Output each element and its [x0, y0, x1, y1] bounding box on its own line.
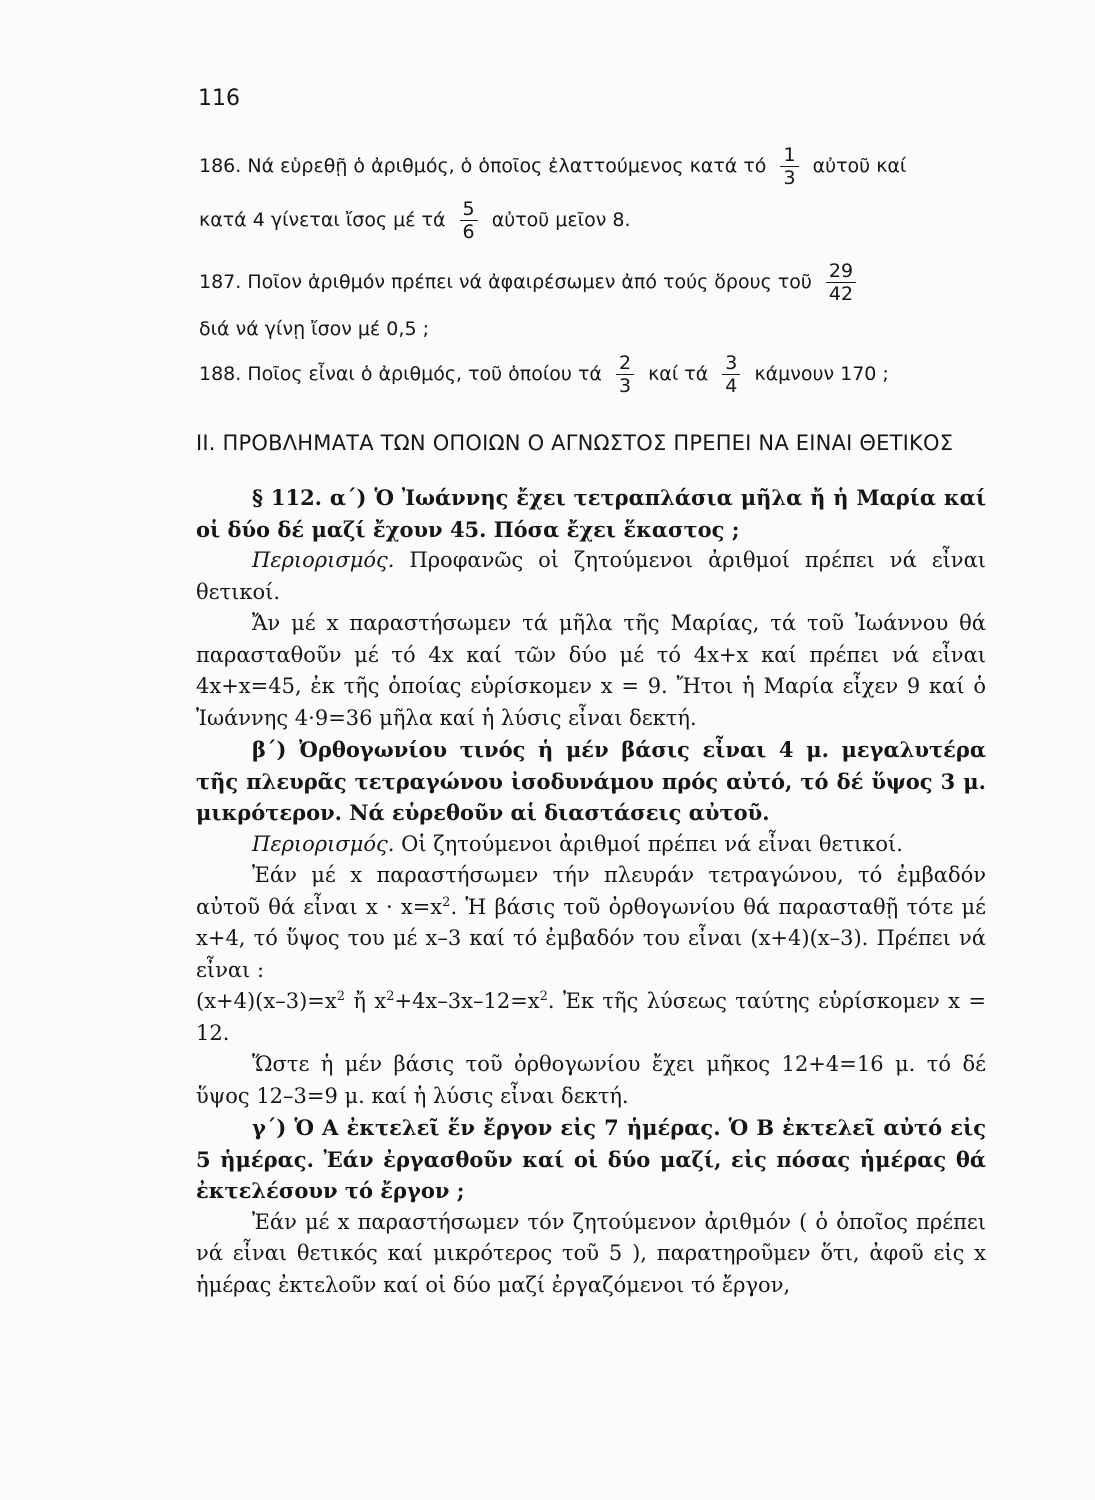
problem-b-solution — [196, 860, 986, 986]
exercise-186-line-1 — [199, 144, 906, 189]
restriction-label: Περιορισμός. — [252, 831, 395, 856]
fraction-denominator: 3 — [618, 375, 632, 397]
exponent: 2 — [442, 894, 451, 910]
problem-b-statement: β΄) Ὀρθογωνίου τινός ἡ μέν βάσις εἶναι 4 μ. μεγαλυτέρα τῆς πλευρᾶς τετραγώνου ἰσοδυνάμου πρός αὐτό, τό δέ ὕψος 3 μ. μικρότερον. Νά εὑρεθοῦν αἱ διαστάσεις αὐτοῦ. — [196, 737, 986, 825]
exercise-186-line-2 — [199, 198, 631, 243]
equation-text: +4x–3x–12=x — [394, 989, 540, 1013]
exercise-187-text-1: Ποῖον ἀριθμόν πρέπει νά ἀφαιρέσωμεν ἀπό τούς ὅρους τοῦ — [247, 271, 812, 293]
exercise-188-line — [199, 352, 889, 397]
problem-a-restriction — [196, 545, 986, 608]
solution-text: Ἐάν μέ x παραστήσωμεν τήν πλευράν τετραγώνου, τό ἐμβαδόν αὐτοῦ θά εἶναι x · x=x — [196, 863, 986, 919]
problem-b-equation — [196, 986, 986, 1049]
restriction-label: Περιορισμός. — [252, 548, 395, 572]
problem-c-statement: γ΄) Ὁ Α ἐκτελεῖ ἕν ἔργον εἰς 7 ἡμέρας. Ὁ Β ἐκτελεῖ αὐτό εἰς 5 ἡμέρας. Ἐάν ἐργασθοῦν καί οἱ δύο μαζί, εἰς πόσας ἡμέρας θά ἐκτελέσουν τό ἔργον ; — [196, 1115, 986, 1203]
fraction-denominator: 3 — [783, 167, 796, 189]
equation-text: . Ἐκ τῆς λύσεως ταύτης εὑρίσκομεν x = 12. — [196, 989, 986, 1045]
fraction-denominator: 4 — [725, 375, 738, 397]
fraction-denominator: 42 — [828, 283, 854, 305]
fraction-one-third — [780, 144, 798, 189]
problem-b-restriction — [196, 829, 986, 861]
exercise-187-line-2 — [199, 318, 429, 340]
exercise-187-label: 187. — [199, 271, 242, 293]
section-112-body — [196, 482, 986, 1301]
exponent: 2 — [336, 989, 345, 1004]
exponent: 2 — [386, 989, 395, 1004]
fraction-three-quarters — [722, 352, 740, 397]
fraction-five-sixths — [460, 198, 478, 243]
exercise-186-text-2: αὐτοῦ καί — [812, 155, 907, 177]
fraction-numerator: 2 — [616, 352, 634, 375]
fraction-numerator: 5 — [460, 198, 478, 221]
fraction-29-42 — [826, 260, 856, 305]
exercise-187-text-2: διά νά γίνῃ ἴσον μέ 0,5 ; — [199, 318, 429, 340]
exercise-186-text-4: αὐτοῦ μεῖον 8. — [491, 209, 631, 231]
exercise-186-label: 186. — [199, 155, 242, 177]
equation-text: ἤ x — [345, 989, 387, 1013]
fraction-numerator: 1 — [780, 144, 798, 167]
problem-c-solution: Ἐάν μέ x παραστήσωμεν τόν ζητούμενον ἀριθμόν ( ὁ ὁποῖος πρέπει νά εἶναι θετικός καί μικρότερος τοῦ 5 ), παρατηροῦμεν ὅτι, ἀφοῦ εἰς x ἡμέρας ἐκτελοῦν καί οἱ δύο μαζί ἐργαζόμενοι τό ἔργον, — [196, 1209, 986, 1297]
problem-b-conclusion: Ὥστε ἡ μέν βάσις τοῦ ὀρθογωνίου ἔχει μῆκος 12+4=16 μ. τό δέ ὕψος 12–3=9 μ. καί ἡ λύσις εἶναι δεκτή. — [196, 1052, 986, 1108]
equation-text: (x+4)(x–3)=x — [196, 989, 337, 1013]
fraction-denominator: 6 — [462, 221, 475, 243]
exponent: 2 — [539, 989, 548, 1004]
problem-a-solution: Ἄν μέ x παραστήσωμεν τά μῆλα τῆς Μαρίας, τά τοῦ Ἰωάννου θά παρασταθοῦν μέ τό 4x καί τῶν δύο μέ τό 4x+x καί πρέπει νά εἶναι 4x+x=45, ἐκ τῆς ὁποίας εὑρίσκομεν x = 9. Ἤτοι ἡ Μαρία εἶχεν 9 καί ὁ Ἰωάννης 4·9=36 μῆλα καί ἡ λύσις εἶναι δεκτή. — [196, 611, 986, 730]
fraction-numerator: 3 — [722, 352, 740, 375]
page-number: 116 — [198, 86, 240, 111]
restriction-text: Προφανῶς οἱ ζητούμενοι ἀριθμοί πρέπει νά εἶναι θετικοί. — [196, 548, 986, 604]
problem-a-statement: § 112. α΄) Ὁ Ἰωάννης ἔχει τετραπλάσια μῆλα ἤ ἡ Μαρία καί οἱ δύο δέ μαζί ἔχουν 45. Πόσα ἔχει ἕκαστος ; — [196, 485, 986, 542]
fraction-two-thirds — [616, 352, 634, 397]
exercise-188-text-3: κάμνουν 170 ; — [754, 363, 889, 385]
exercise-188-text-1: Ποῖος εἶναι ὁ ἀριθμός, τοῦ ὁποίου τά — [247, 363, 602, 385]
exercise-188-label: 188. — [199, 363, 242, 385]
exercise-188-text-2: καί τά — [648, 363, 709, 385]
restriction-text: Οἱ ζητούμενοι ἀριθμοί πρέπει νά εἶναι θετικοί. — [401, 831, 903, 856]
exercise-186-text-3: κατά 4 γίνεται ἴσος μέ τά — [199, 209, 446, 231]
exercise-186-text-1: Νά εὑρεθῇ ὁ ἀριθμός, ὁ ὁποῖος ἐλαττούμενος κατά τό — [247, 155, 767, 177]
section-heading: ΙΙ. ΠΡΟΒΛΗΜΑΤΑ ΤΩΝ ΟΠΟΙΩΝ Ο ΑΓΝΩΣΤΟΣ ΠΡΕΠΕΙ ΝΑ ΕΙΝΑΙ ΘΕΤΙΚΟΣ — [196, 431, 954, 455]
fraction-numerator: 29 — [826, 260, 856, 283]
solution-text: . Ἡ βάσις τοῦ ὀρθογωνίου θά παρασταθῇ τότε μέ x+4, τό ὕψος του μέ x–3 καί τό ἐμβαδόν του εἶναι (x+4)(x–3). Πρέπει νά εἶναι : — [196, 894, 986, 982]
exercise-187-line-1 — [199, 260, 864, 305]
